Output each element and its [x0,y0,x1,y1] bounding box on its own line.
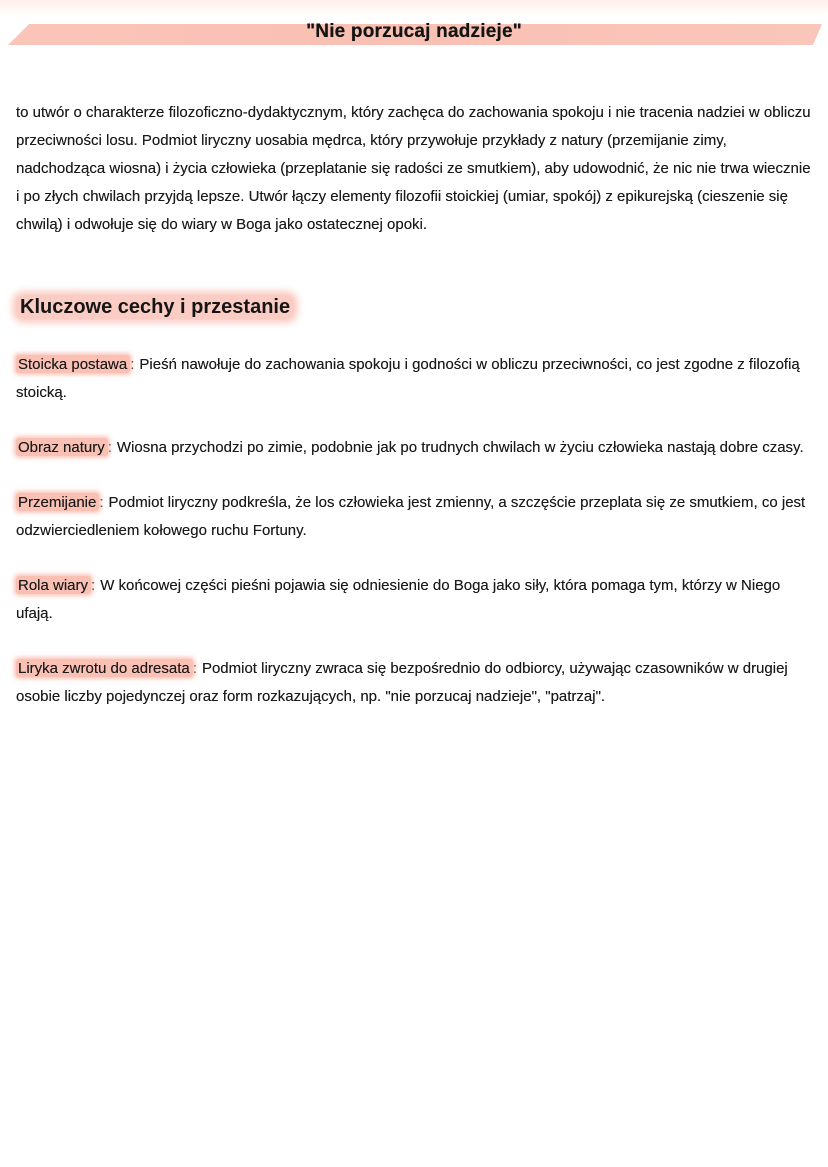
section-heading-highlight: Kluczowe cechy i przestanie [16,295,294,319]
feature-list [16,351,816,738]
feature-text: Pieśń nawołuje do zachowania spokoju i godności w obliczu przeciwności, co jest zgodne z filozofią stoicką. [16,356,800,401]
feature-separator: : [107,439,112,456]
page-title: "Nie porzucaj nadzieje" [306,21,522,42]
feature-separator: : [130,356,135,373]
page-top-tint [0,0,828,16]
feature-item-przemijanie [16,489,816,545]
feature-item-rola-wiary [16,572,816,628]
feature-item-obraz-natury [16,434,816,462]
feature-label: Obraz natury [16,438,108,456]
feature-text: Wiosna przychodzi po zimie, podobnie jak po trudnych chwilach w życiu człowieka nastają dobre czasy. [116,439,804,456]
feature-text: W końcowej części pieśni pojawia się odniesienie do Boga jako siły, która pomaga tym, którzy w Niego ufają. [16,577,781,622]
feature-separator: : [91,577,96,594]
title-row [0,21,828,43]
feature-label: Przemijanie [16,493,99,511]
feature-label: Rola wiary [16,576,91,594]
intro-paragraph: to utwór o charakterze filozoficzno-dydaktycznym, który zachęca do zachowania spokoju i nie tracenia nadziei w obliczu przeciwności losu. Podmiot liryczny uosabia mędrca, który przywołuje przykłady z natury (przemijanie zimy, nadchodząca wiosna) i życia człowieka (przeplatanie się radości ze smutkiem), aby udowodnić, że nic nie trwa wiecznie i po złych chwilach przyjdą lepsze. Utwór łączy elementy filozofii stoickiej (umiar, spokój) z epikurejską (cieszenie się chwilą) i odwołuje się do wiary w Boga jako ostatecznej opoki. [16,104,811,233]
section-heading [16,296,294,319]
feature-item-liryka-zwrotu [16,655,816,711]
feature-item-stoicka-postawa [16,351,816,407]
feature-text: Podmiot liryczny zwraca się bezpośrednio do odbiorcy, używając czasowników w drugiej osobie liczby pojedynczej oraz form rozkazujących, np. "nie porzucaj nadzieje", "patrzaj". [16,660,788,705]
feature-text: Podmiot liryczny podkreśla, że los człowieka jest zmienny, a szczęście przeplata się ze smutkiem, co jest odzwierciedleniem kołowego ruchu Fortuny. [16,494,806,539]
feature-separator: : [192,660,197,677]
feature-label: Liryka zwrotu do adresata [16,659,193,677]
feature-label: Stoicka postawa [16,355,130,373]
feature-separator: : [99,494,104,511]
